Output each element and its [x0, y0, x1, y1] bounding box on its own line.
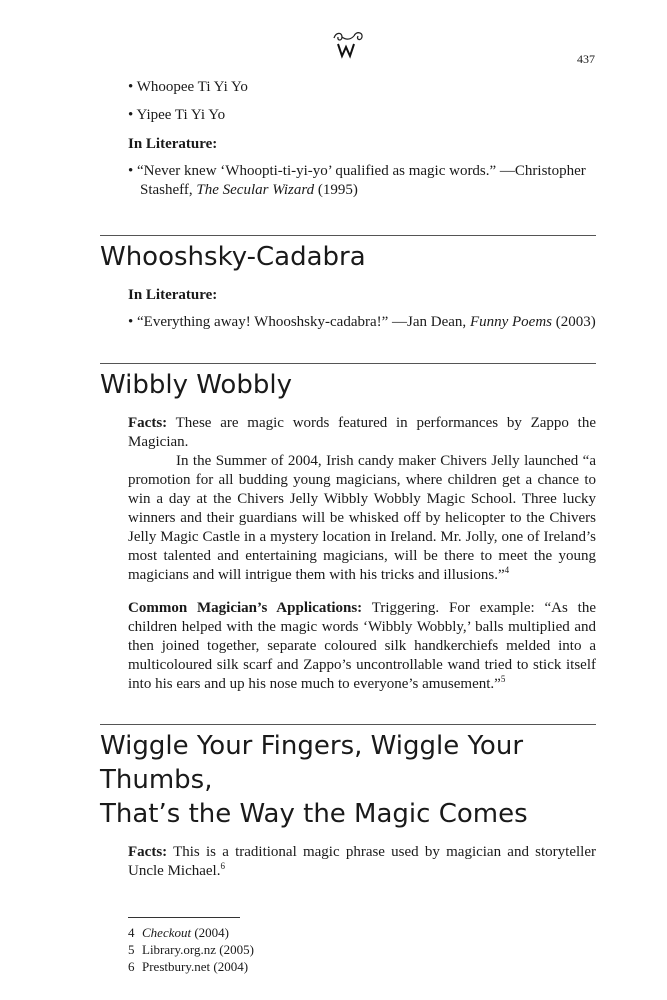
facts-paragraph [128, 843, 596, 881]
footnote-title: Checkout [142, 925, 192, 940]
footnote-text: Library.org.nz (2005) [142, 942, 254, 957]
quote-year: (2003) [552, 314, 596, 330]
title-line: Wiggle Your Fingers, Wiggle Your Thumbs, [100, 731, 524, 795]
section-title-wiggle [100, 729, 596, 831]
facts-paragraph [128, 414, 596, 452]
facts-label: Facts: [128, 844, 168, 860]
section-wibbly-wobbly [128, 414, 596, 694]
top-section [128, 78, 596, 200]
page-number: 437 [577, 52, 595, 66]
literature-quote [128, 162, 596, 200]
section-title-whooshsky: Whooshsky-Cadabra [100, 242, 366, 272]
footnote-rule [128, 917, 240, 918]
bullet-item: • Yipee Ti Yi Yo [128, 107, 226, 123]
footnote [128, 941, 596, 958]
section-whooshsky [128, 286, 596, 332]
section-title-wibbly-wobbly: Wibbly Wobbly [100, 370, 292, 400]
bullet-item: • Whoopee Ti Yi Yo [128, 79, 248, 95]
facts-text: This is a traditional magic phrase used by magician and storyteller Uncle Michael. [128, 844, 596, 879]
page-content [100, 78, 596, 975]
footnote-number: 6 [128, 959, 135, 974]
footnote-marker[interactable]: 4 [504, 565, 510, 575]
applications-paragraph [128, 599, 596, 694]
w-flourish-icon [328, 28, 368, 62]
footnote-marker[interactable]: 5 [500, 674, 506, 684]
footnote-number: 5 [128, 942, 135, 957]
in-literature-heading: In Literature: [128, 136, 218, 152]
footnotes [128, 924, 596, 975]
section-rule [100, 235, 596, 236]
section-rule [100, 363, 596, 364]
title-line: That’s the Way the Magic Comes [100, 799, 528, 829]
quote-text: • “Everything away! Whooshsky-cadabra!” —Jan Dean, [128, 314, 470, 330]
facts-paragraph-continued [128, 452, 596, 585]
footnote-text: Prestbury.net (2004) [142, 959, 249, 974]
footnote-text: (2004) [191, 925, 230, 940]
applications-text: Triggering. For example: “As the children helped with the magic words ‘Wibbly Wobbly,’ balls multiplied and then joined together, separate coloured silk handkerchiefs melded into a multicoloured silk scarf and Zappo’s uncontrollable wand tried to stick itself into his ears and up his nose much to everyone’s amusement.” [128, 600, 596, 692]
quote-text: • “Never knew ‘Whoopti-ti-yi-yo’ qualified as magic words.” —Christopher Stasheff, [128, 163, 586, 198]
section-rule [100, 724, 596, 725]
facts-text: In the Summer of 2004, Irish candy maker Chivers Jelly launched “a promotion for all budding young magicians, where children get a chance to win a day at the Chivers Jelly Wibbly Wobbly Magic School. Three lucky winners and their guardians will be whisked off by helicopter to the Chivers Jelly Magic Castle in a mystery location in Ireland. Mr. Jolly, one of Ireland’s most talented and entertaining magicians, will be there to meet the young magicians and will intrigue them with his tricks and illusions.” [128, 453, 596, 583]
section-wiggle [128, 843, 596, 881]
literature-quote [128, 313, 596, 332]
footnote [128, 924, 596, 941]
footnote-number: 4 [128, 925, 135, 940]
quote-title: The Secular Wizard [196, 182, 315, 198]
in-literature-heading: In Literature: [128, 287, 218, 303]
quote-title: Funny Poems [469, 314, 552, 330]
footnote-marker[interactable]: 6 [220, 861, 225, 871]
facts-text: These are magic words featured in performances by Zappo the Magician. [128, 415, 596, 450]
facts-label: Facts: [128, 415, 168, 431]
applications-label: Common Magician’s Applications: [128, 600, 363, 616]
footnote [128, 958, 596, 975]
quote-year: (1995) [314, 182, 358, 198]
